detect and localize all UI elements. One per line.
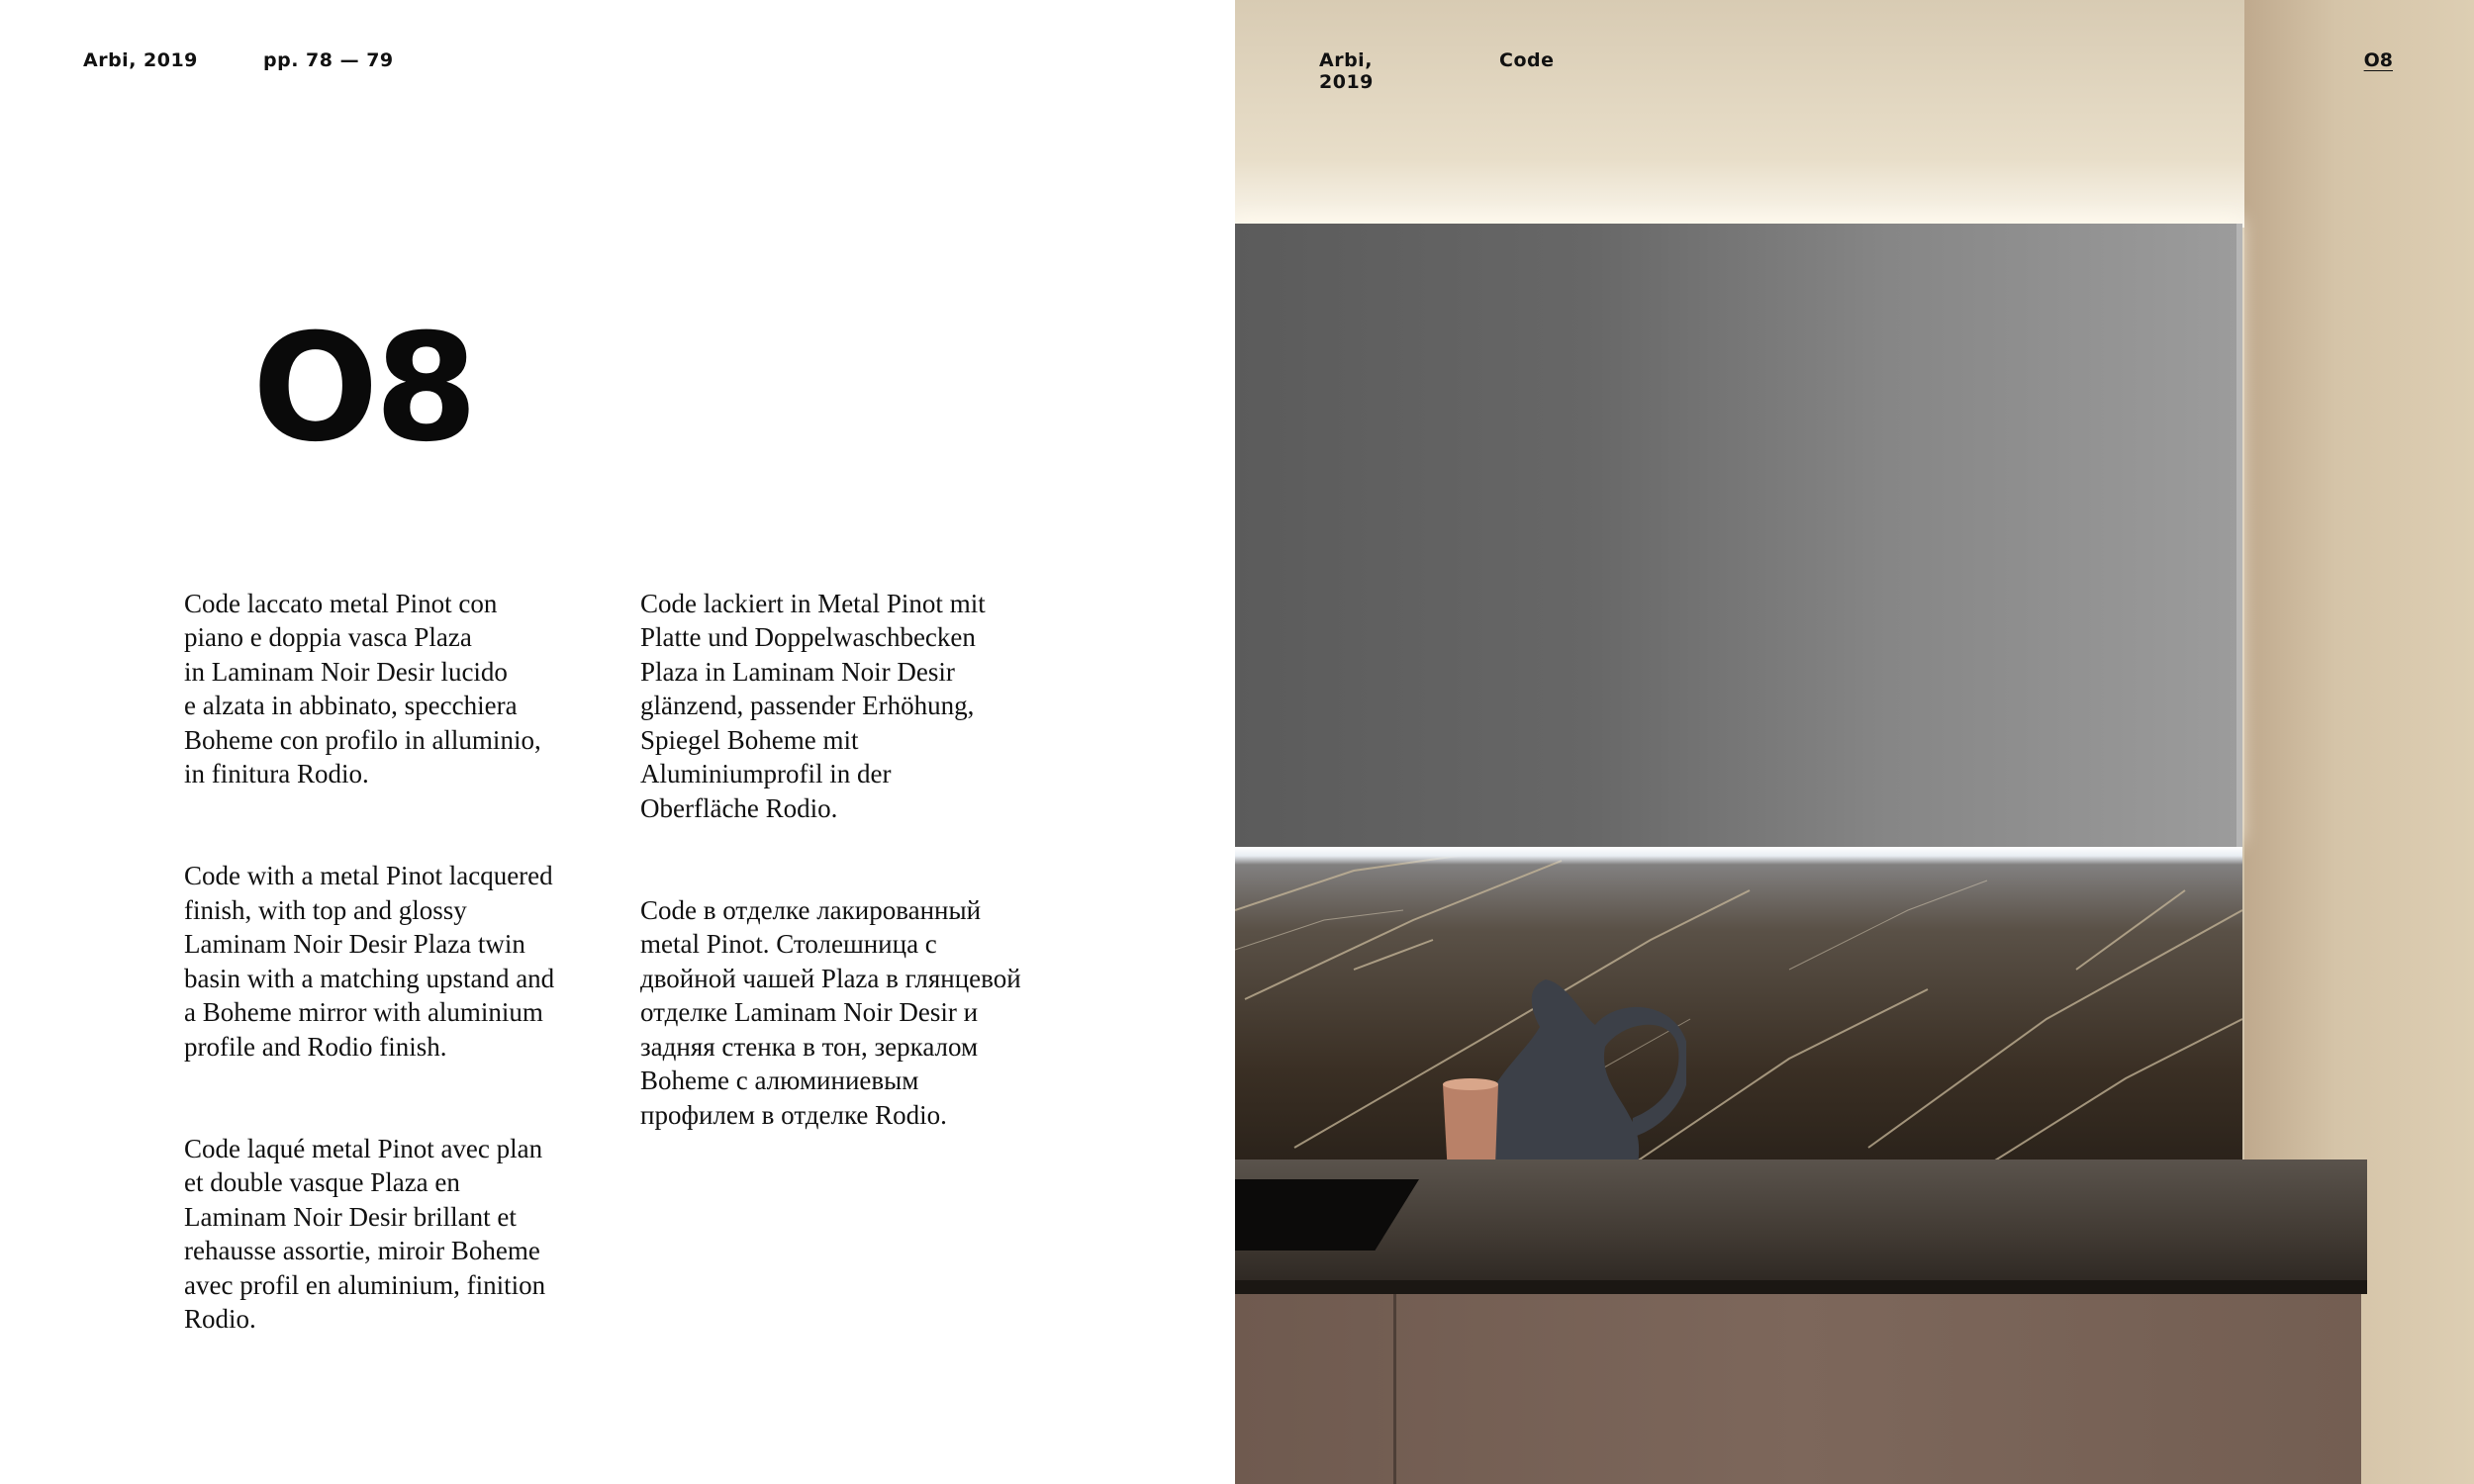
header-page-range: pp. 78 — 79 [263,49,394,71]
description-italian: Code laccato metal Pinot con piano e doppia vasca Plaza in Laminam Noir Desir lucido e alzata in abbinato, specchiera Boheme con profilo in alluminio, in finitura Rodio. [184,588,541,788]
chapter-number: O8 [252,303,474,475]
mirror [1235,224,2240,849]
header-publication: Arbi, 2019 [83,49,198,71]
mirror-profile-edge [2236,224,2242,849]
page-number-link[interactable]: O8 [2363,49,2393,71]
left-page [0,0,1235,1484]
description-english: Code with a metal Pinot lacquered finish, with top and glossy Laminam Noir Desir Plaza twin basin with a matching upstand and a Boheme mirror with aluminium profile and Rodio finish. [184,861,555,1062]
marble-backsplash [1235,851,2242,1165]
cup-rim [1443,1078,1498,1090]
description-german: Code lackiert in Metal Pinot mit Platte und Doppelwaschbecken Plaza in Laminam Noir Desir glänzend, passender Erhöhung, Spiegel Boheme mit Aluminiumprofil in der Oberfläche Rodio. [640,588,986,823]
header-publication-right: Arbi, 2019 [1319,49,1374,93]
description-french: Code laqué metal Pinot avec plan et double vasque Plaza en Laminam Noir Desir brillant et rehausse assortie, miroir Boheme avec profil en aluminium, finition Rodio. [184,1133,546,1334]
header-collection: Code [1499,49,1555,71]
cabinet-door-seam [1393,1294,1396,1484]
description-russian: Code в отделке лакированный metal Pinot. Столешница с двойной чашей Plaza в глянцевой отделке Laminam Noir Desir и задняя стенка в тон, зеркалом Boheme с алюминиевым профилем в отделке Rodio. [640,894,1021,1130]
led-light-strip [1235,847,2242,865]
text-column-right [640,552,1076,1200]
vanity-cabinet [1235,1294,2361,1484]
countertop-edge [1235,1280,2367,1294]
marble-countertop [1235,1159,2367,1286]
product-photo [1235,0,2474,1484]
marble-veins [1235,851,2242,1165]
text-column-left [184,552,600,1404]
